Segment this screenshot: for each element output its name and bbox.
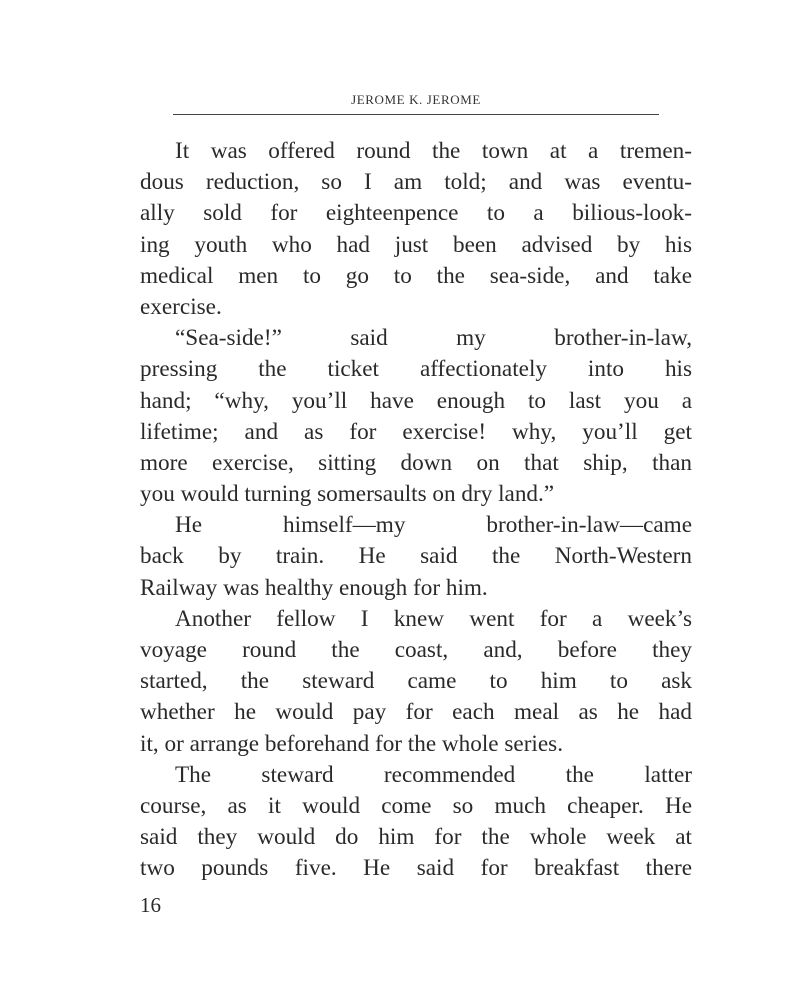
- paragraph-1: [140, 136, 692, 323]
- text-line: “Sea-side!” said my brother-in-law,: [175, 325, 692, 352]
- text-line: hand; “why, you’ll have enough to last you a: [140, 387, 692, 414]
- text-line: exercise.: [140, 293, 222, 320]
- body-text: [140, 136, 692, 885]
- text-line: Another fellow I knew went for a week’s: [175, 605, 692, 632]
- text-line: ally sold for eighteenpence to a bilious-look-: [140, 200, 692, 227]
- text-line: dous reduction, so I am told; and was eventu-: [140, 169, 692, 196]
- text-line: you would turning somersaults on dry land.”: [140, 481, 555, 508]
- text-line: more exercise, sitting down on that ship, than: [140, 449, 692, 476]
- text-line: whether he would pay for each meal as he had: [140, 699, 692, 726]
- text-line: Railway was healthy enough for him.: [140, 574, 488, 601]
- paragraph-5: [140, 760, 692, 885]
- page-number: 16: [140, 893, 161, 917]
- header-rule: [173, 114, 659, 115]
- text-line: lifetime; and as for exercise! why, you’ll get: [140, 418, 692, 445]
- text-line: It was offered round the town at a tremen-: [175, 138, 692, 164]
- text-line: He himself—my brother-in-law—came: [175, 512, 692, 539]
- text-line: two pounds five. He said for breakfast there: [140, 855, 692, 882]
- text-line: ing youth who had just been advised by his: [140, 231, 692, 258]
- text-line: back by train. He said the North-Western: [140, 543, 692, 570]
- paragraph-2: [140, 323, 692, 510]
- text-line: started, the steward came to him to ask: [140, 668, 692, 695]
- running-head: JEROME K. JEROME: [351, 92, 481, 107]
- text-line: it, or arrange beforehand for the whole series.: [140, 730, 563, 757]
- text-line: medical men to go to the sea-side, and take: [140, 262, 692, 289]
- text-line: The steward recommended the latter: [175, 761, 692, 788]
- text-line: course, as it would come so much cheaper. He: [140, 792, 692, 819]
- paragraph-3: [140, 510, 692, 604]
- text-line: said they would do him for the whole week at: [140, 824, 692, 851]
- paragraph-4: [140, 604, 692, 760]
- text-line: pressing the ticket affectionately into his: [140, 356, 692, 383]
- text-line: voyage round the coast, and, before they: [140, 637, 692, 663]
